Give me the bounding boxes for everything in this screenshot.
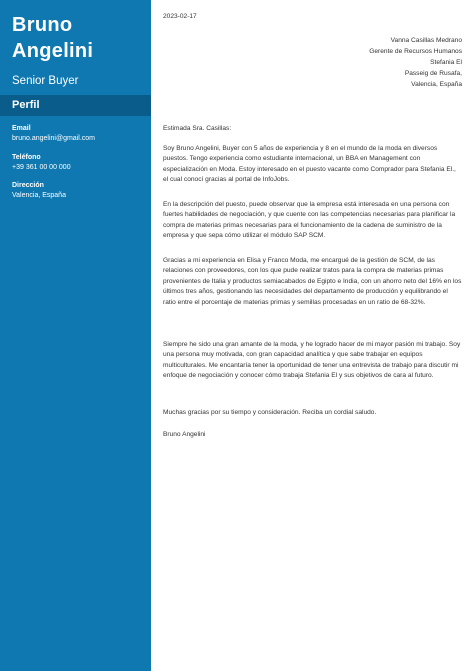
paragraph-intro: Soy Bruno Angelini, Buyer con 5 años de experiencia y 8 en el mundo de la moda en diversos puestos. Tengo experiencia como estudiante internacional, un BBA en Management con especialización en Moda. Estoy interesado en el puesto vacante como Comprador para Stefania El., el cual conocí gracias al portal de InfoJobs. xyxy=(163,145,456,184)
last-name: Angelini xyxy=(12,40,94,62)
paragraph-experience: Gracias a mi experiencia en Elisa y Franco Moda, me encargué de la gestión de SCM, de las relaciones con proveedores, con los que pude realizar tratos para la compra de materias primas provenientes de Italia y productos semiacabados de Egipto e India, con un ahorro neto del 16% en los últimos tres años, gestionando las necesidades del departamento de producción y equilibrando el ratio entre el porcentaje de materias primas y semillas procesadas en un ratio de 68-32%. xyxy=(163,257,462,306)
candidate-name xyxy=(12,12,147,64)
paragraph-closing: Muchas gracias por su tiempo y consideración. Reciba un cordial saludo. xyxy=(163,409,377,416)
paragraph-motivation: Siempre he sido una gran amante de la moda, y he logrado hacer de mi mayor pasión mi trabajo. Soy una persona muy motivada, con gran capacidad analítica y que sabe trabajar en equipos multiculturales. Me encantaría tener la oportunidad de tener una entrevista de trabajo para discutir mi enfoque de negociación y conocer cómo trabaja Stefania El y sus objetivos de cara al futuro. xyxy=(163,341,461,380)
recipient-name: Vanna Casillas Medrano xyxy=(390,37,462,44)
first-name: Bruno xyxy=(12,14,73,36)
address-label: Dirección xyxy=(12,182,44,189)
recipient-block xyxy=(212,35,462,90)
recipient-company: Stefania El xyxy=(430,59,462,67)
signature: Bruno Angelini xyxy=(163,431,206,438)
recipient-city: Valencia, España xyxy=(411,81,462,89)
sidebar xyxy=(0,0,151,671)
address-value: Valencia, España xyxy=(12,192,66,199)
email-label: Email xyxy=(12,125,31,132)
phone-label: Teléfono xyxy=(12,154,41,161)
recipient-position: Gerente de Recursos Humanos xyxy=(369,48,462,56)
profile-section-header xyxy=(0,95,151,116)
profile-section-title: Perfil xyxy=(12,99,40,111)
phone-value[interactable]: +39 361 00 00 000 xyxy=(12,164,71,171)
job-title: Senior Buyer xyxy=(12,75,79,87)
email-value[interactable]: bruno.angelini@gmail.com xyxy=(12,135,95,142)
salutation: Estimada Sra. Casillas: xyxy=(163,125,232,132)
letter-date: 2023-02-17 xyxy=(163,13,197,20)
recipient-street: Passeig de Rusafa, xyxy=(404,70,462,78)
paragraph-job-description: En la descripción del puesto, puede observar que la empresa está interesada en una persona con fuertes habilidades de negociación, y que cuente con las competencias necesarias para planificar la compra de materias primas necesarias para el funcionamiento de la cadena de suministro de la empresa y que sepa cómo utilizar el módulo SAP SCM. xyxy=(163,201,456,240)
